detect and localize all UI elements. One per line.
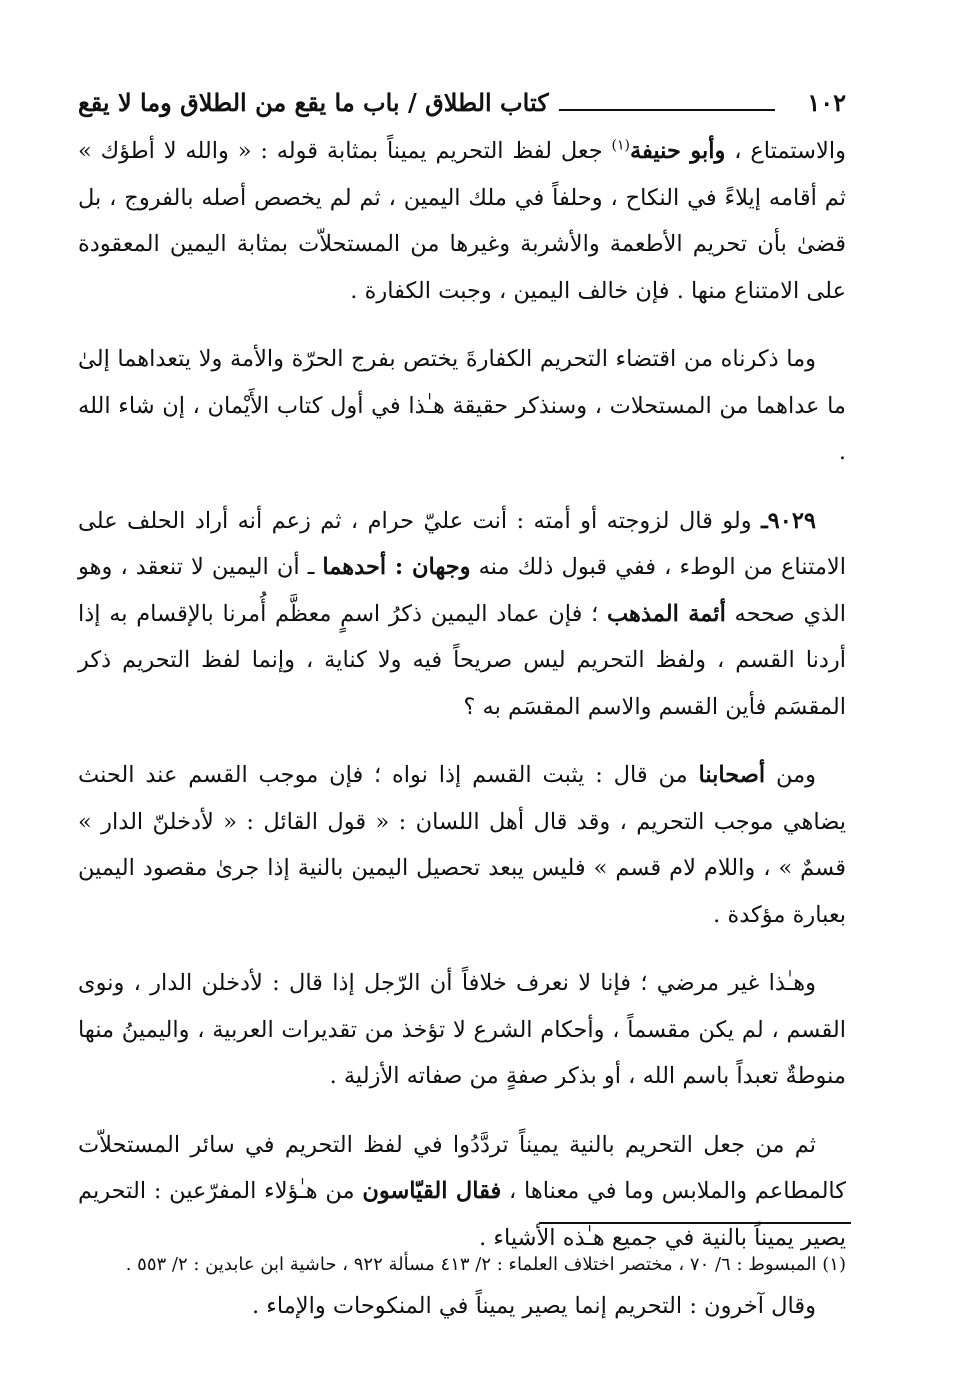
paragraph: وما ذكرناه من اقتضاء التحريم الكفارةَ يختص بفرج الحرّة والأمة ولا يتعداهما إلىٰ ما عداهما من المستحلات ، وسنذكر حقيقة هـٰذا في أول كتاب الأَيْمان ، إن شاء الله .	[78, 346, 846, 465]
issue-number: ٩٠٢٩ـ	[761, 507, 816, 534]
running-title: كتاب الطلاق / باب ما يقع من الطلاق وما لا يقع	[78, 87, 549, 117]
paragraph: ثم من جعل التحريم بالنية يميناً تردَّدُوا في لفظ التحريم في سائر المستحلاّت كالمطاعم والملابس وما في معناها ، فقال القيّاسون من هـٰؤلاء المفرّعين : التحريم يصير يميناً بالنية في جميع هـٰذه الأشياء .	[78, 1131, 846, 1251]
paragraph: ومن أصحابنا من قال : يثبت القسم إذا نواه ؛ فإن موجب القسم عند الحنث يضاهي موجب التحريم ، وقد قال أهل اللسان : « قول القائل : « لأدخلنّ الدار » قسمٌ » ، واللام لام قسم » فليس يبعد تحصيل اليمين بالنية إذا جرىٰ مقصود اليمين بعبارة مؤكدة .	[78, 762, 846, 928]
page-number: ١٠٢	[807, 87, 846, 117]
page-body	[78, 128, 846, 1352]
paragraph: وقال آخرون : التحريم إنما يصير يميناً في المنكوحات والإماء .	[251, 1293, 816, 1319]
header-rule	[559, 109, 776, 111]
paragraph: ٩٠٢٩ـ ولو قال لزوجته أو أمته : أنت عليّ حرام ، ثم زعم أنه أراد الحلف على الامتناع من الوطء ، ففي قبول ذلك منه وجهان : أحدهما ـ أن اليمين لا تنعقد ، وهو الذي صححه أئمة المذهب ؛ فإن عماد اليمين ذكرُ اسمٍ معظَّم أُمرنا بالإقسام به إذا أردنا القسم ، ولفظ التحريم ليس صريحاً فيه ولا كناية ، وإنما لفظ التحريم ذكر المقسَم فأين القسم والاسم المقسَم به ؟	[78, 507, 846, 720]
paragraph: والاستمتاع ، وأبو حنيفة$^{(١)}$ جعل لفظ التحريم يميناً بمثابة قوله : « والله لا أطؤك » ثم أقامه إيلاءً في النكاح ، وحلفاً في ملك اليمين ، ثم لم يخصص أصله بالفروج ، بل قضىٰ بأن تحريم الأطعمة والأشربة وغيرها من المستحلاّت بمثابة اليمين المعقودة على الامتناع منها . فإن خالف اليمين ، وجبت الكفارة .	[78, 137, 846, 304]
paragraph: وهـٰذا غير مرضي ؛ فإنا لا نعرف خلافاً أن الرّجل إذا قال : لأدخلن الدار ، ونوى القسم ، لم يكن مقسماً ، وأحكام الشرع لا تؤخذ من تقديرات العربية ، واليمينُ منها منوطةٌ تعبداً باسم الله ، أو بذكر صفةٍ من صفاته الأزلية .	[78, 970, 846, 1089]
footnote-marker: (١)	[611, 137, 630, 154]
footnote: (١) المبسوط : ٦/ ٧٠ ، مختصر اختلاف العلماء : ٢/ ٤١٣ مسألة ٩٢٢ ، حاشية ابن عابدين : ٢/ ٥٥٣ .	[125, 1254, 846, 1275]
footnote-separator	[539, 1222, 851, 1224]
page-header	[78, 82, 846, 122]
